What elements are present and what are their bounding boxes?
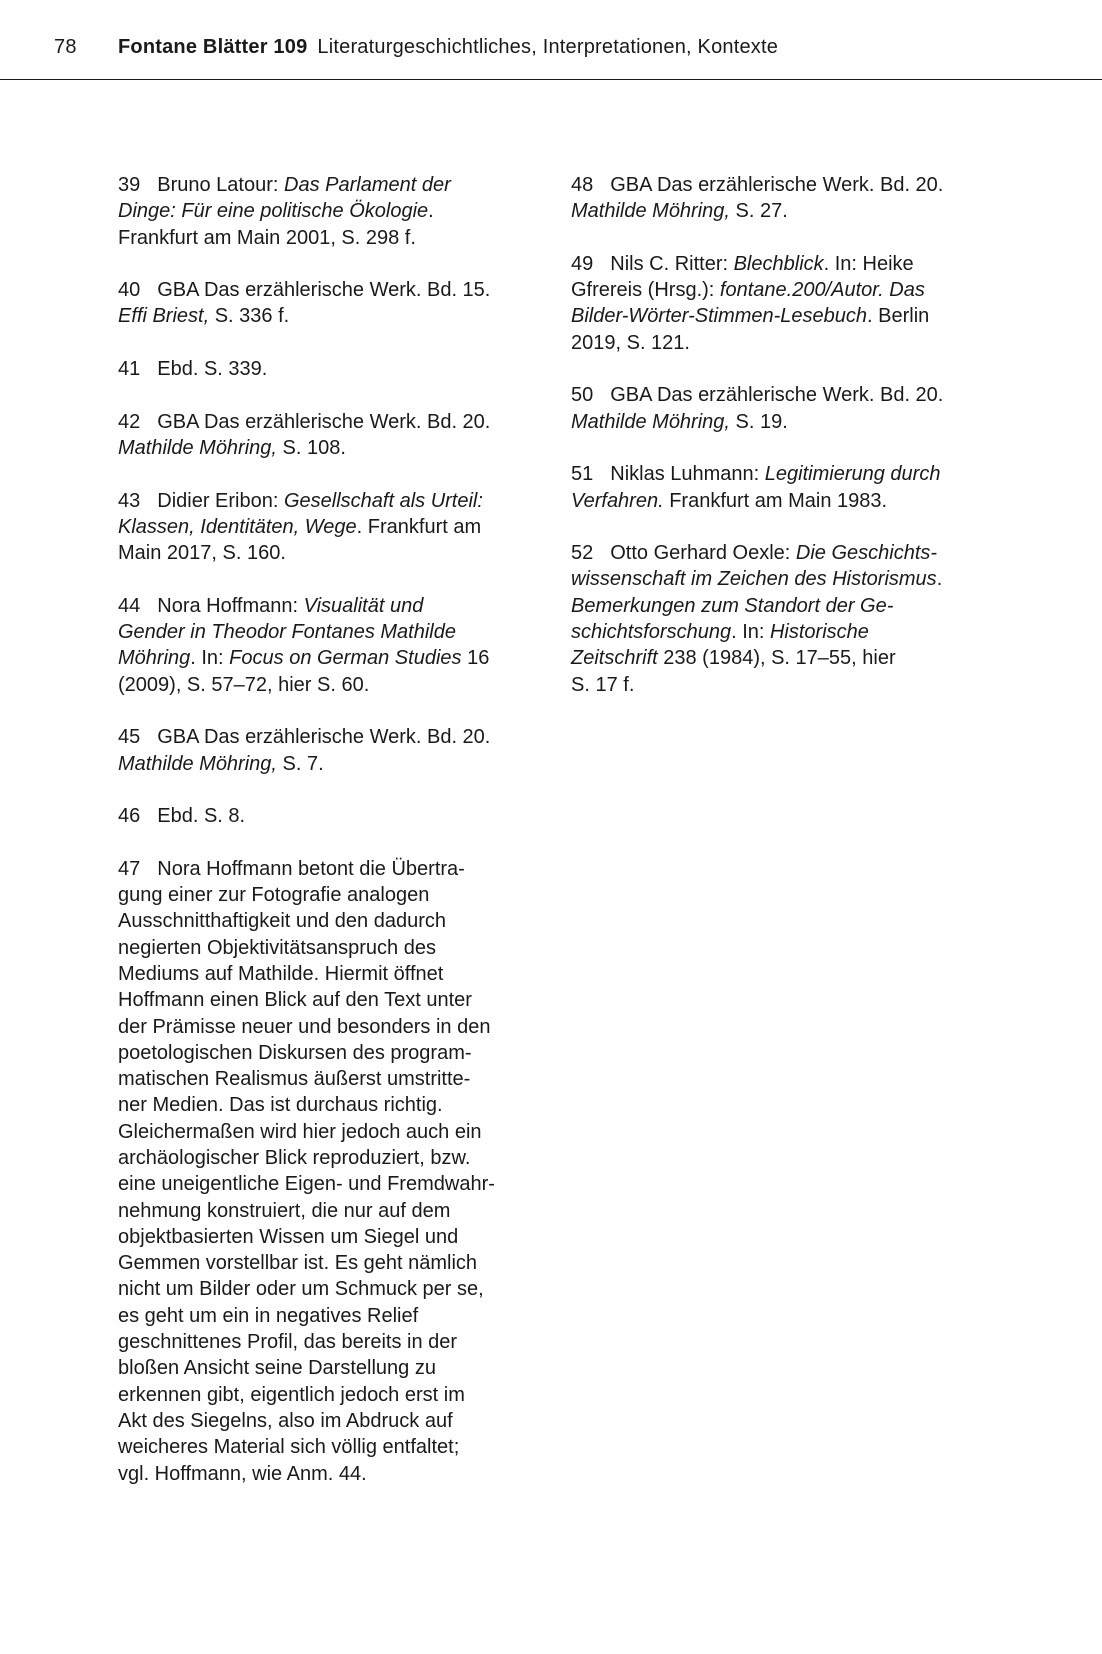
italic-text: Effi Briest, <box>118 305 210 328</box>
footnote-43 <box>118 488 543 567</box>
footnote-number: 50 <box>571 384 594 407</box>
footnote-text: matischen Realismus äußerst umstritte- <box>118 1068 471 1091</box>
footnote-line <box>571 409 1001 435</box>
footnote-text: . <box>428 200 434 223</box>
footnote-text: Bruno Latour: <box>157 174 284 196</box>
italic-text: Verfahren. <box>571 489 664 512</box>
footnote-44 <box>118 593 543 698</box>
footnote-text: Didier Eribon: <box>157 489 284 512</box>
footnote-text: der Prämisse neuer und besonders in den <box>118 1015 491 1038</box>
footnote-text: GBA Das erzählerische Werk. Bd. 20. <box>157 726 491 749</box>
footnote-line <box>118 198 543 224</box>
footnote-text: eine uneigentliche Eigen- und Fremdwahr- <box>118 1173 495 1196</box>
footnote-number: 46 <box>118 805 141 828</box>
footnote-number: 52 <box>571 542 594 565</box>
journal-title: Fontane Blätter 109 <box>118 36 308 58</box>
footnote-number: 42 <box>118 410 141 433</box>
italic-text: Zeitschrift <box>571 647 658 670</box>
footnote-line <box>118 619 543 645</box>
italic-text: schichtsforschung <box>571 621 732 644</box>
footnote-text: Ebd. S. 8. <box>157 805 246 828</box>
footnote-text: S. 17 f. <box>571 673 635 696</box>
footnote-text: geschnittenes Profil, das bereits in der <box>118 1331 458 1354</box>
footnote-line <box>118 987 543 1013</box>
footnote-line <box>118 172 543 198</box>
footnote-41 <box>118 356 543 382</box>
footnote-text: poetologischen Diskursen des program- <box>118 1041 472 1064</box>
footnote-text: Mediums auf Mathilde. Hiermit öffnet <box>118 962 444 985</box>
footnote-text: . <box>936 568 943 591</box>
running-header <box>0 0 1102 80</box>
footnote-line <box>571 619 1001 645</box>
italic-text: Das Parlament der <box>284 174 451 196</box>
footnote-text: GBA Das erzählerische Werk. Bd. 20. <box>610 174 944 196</box>
italic-text: Mathilde Möhring, <box>571 200 730 223</box>
footnote-line <box>118 1303 543 1329</box>
italic-text: Historische <box>769 621 869 644</box>
footnote-number: 45 <box>118 726 141 749</box>
footnote-line <box>118 1276 543 1302</box>
footnote-text: Frankfurt am Main 2001, S. 298 f. <box>118 226 416 249</box>
italic-text: Dinge: Für eine politische Ökologie <box>118 200 429 223</box>
footnote-39 <box>118 172 543 251</box>
footnote-line <box>118 751 543 777</box>
footnote-line <box>118 724 543 750</box>
footnote-line <box>118 803 543 829</box>
footnote-text: vgl. Hoffmann, wie Anm. 44. <box>118 1462 367 1485</box>
italic-text: Bemerkungen zum Standort der Ge- <box>571 594 894 617</box>
footnote-text: . Berlin <box>867 305 930 328</box>
footnote-text: Ausschnitthaftigkeit und den dadurch <box>118 910 446 933</box>
footnote-line <box>118 961 543 987</box>
italic-text: Möhring <box>118 647 191 670</box>
footnote-text: Nora Hoffmann betont die Übertra- <box>157 857 465 880</box>
footnote-line <box>571 251 1001 277</box>
footnote-line <box>571 172 1001 198</box>
footnote-text: (2009), S. 57–72, hier S. 60. <box>118 673 370 696</box>
footnote-line <box>118 356 543 382</box>
footnote-text: S. 7. <box>276 752 324 775</box>
footnote-line <box>118 514 543 540</box>
footnote-text: S. 19. <box>729 410 788 433</box>
footnote-46 <box>118 803 543 829</box>
footnote-line <box>571 277 1001 303</box>
footnote-line <box>118 488 543 514</box>
footnote-text: Nora Hoffmann: <box>157 594 304 617</box>
footnote-52 <box>571 540 1001 698</box>
footnote-text: Frankfurt am Main 1983. <box>663 489 888 512</box>
footnote-line <box>118 1092 543 1118</box>
footnote-text: 2019, S. 121. <box>571 331 690 354</box>
footnote-text: Otto Gerhard Oexle: <box>610 542 796 565</box>
italic-text: Klassen, Identitäten, Wege <box>118 515 357 538</box>
footnote-line <box>118 1355 543 1381</box>
footnote-text: nicht um Bilder oder um Schmuck per se, <box>118 1278 484 1301</box>
footnote-text: S. 27. <box>729 200 788 223</box>
footnote-49 <box>571 251 1001 356</box>
footnote-50 <box>571 382 1001 435</box>
footnote-line <box>118 1382 543 1408</box>
footnote-text: es geht um ein in negatives Relief <box>118 1304 419 1327</box>
footnote-line <box>571 566 1001 592</box>
footnote-line <box>118 1408 543 1434</box>
footnote-number: 41 <box>118 358 141 381</box>
footnote-line <box>118 1224 543 1250</box>
italic-text: Legitimierung durch <box>764 463 941 486</box>
footnote-line <box>118 277 543 303</box>
footnote-number: 48 <box>571 174 594 196</box>
footnote-line <box>118 225 543 251</box>
footnote-text: GBA Das erzählerische Werk. Bd. 20. <box>610 384 944 407</box>
footnote-line <box>118 409 543 435</box>
footnote-number: 49 <box>571 252 594 275</box>
italic-text: Mathilde Möhring, <box>571 410 730 433</box>
footnote-line <box>118 1066 543 1092</box>
footnote-text: ner Medien. Das ist durchaus richtig. <box>118 1094 443 1117</box>
italic-text: Visualität und <box>303 594 424 617</box>
footnote-line <box>118 1171 543 1197</box>
footnote-line <box>571 593 1001 619</box>
footnote-line <box>118 1040 543 1066</box>
footnote-line <box>571 303 1001 329</box>
footnote-text: . Frankfurt am <box>356 515 482 538</box>
italic-text: Mathilde Möhring, <box>118 752 277 775</box>
footnote-line <box>118 935 543 961</box>
footnote-text: . In: <box>731 621 770 644</box>
footnote-line <box>118 882 543 908</box>
footnote-text: GBA Das erzählerische Werk. Bd. 20. <box>157 410 491 433</box>
footnote-line <box>571 540 1001 566</box>
footnote-line <box>571 645 1001 671</box>
footnote-line <box>118 856 543 882</box>
footnote-45 <box>118 724 543 777</box>
footnotes-left-column <box>118 172 543 1513</box>
footnote-number: 51 <box>571 463 594 486</box>
footnote-line <box>118 645 543 671</box>
footnote-line <box>118 1119 543 1145</box>
footnote-line <box>571 461 1001 487</box>
footnote-line <box>118 672 543 698</box>
footnote-text: weicheres Material sich völlig entfaltet; <box>118 1436 460 1459</box>
footnote-51 <box>571 461 1001 514</box>
footnote-number: 39 <box>118 174 141 196</box>
footnote-text: Main 2017, S. 160. <box>118 542 286 565</box>
footnote-40 <box>118 277 543 330</box>
footnote-42 <box>118 409 543 462</box>
footnote-47 <box>118 856 543 1487</box>
footnote-text: negierten Objektivitätsanspruch des <box>118 936 436 959</box>
footnote-line <box>118 1198 543 1224</box>
footnote-text: 238 (1984), S. 17–55, hier <box>657 647 896 670</box>
footnote-line <box>118 435 543 461</box>
footnote-text: Nils C. Ritter: <box>610 252 734 275</box>
footnote-text: bloßen Ansicht seine Darstellung zu <box>118 1357 436 1380</box>
footnote-line <box>118 1014 543 1040</box>
footnote-line <box>118 1434 543 1460</box>
footnote-text: 16 <box>461 647 490 670</box>
footnote-text: archäologischer Blick reproduziert, bzw. <box>118 1146 471 1169</box>
footnote-number: 47 <box>118 857 141 880</box>
footnotes-right-column <box>571 172 1001 724</box>
footnote-text: . In: Heike <box>823 252 914 275</box>
footnote-text: Gleichermaßen wird hier jedoch auch ein <box>118 1120 482 1143</box>
footnote-line <box>571 382 1001 408</box>
footnote-number: 40 <box>118 279 141 302</box>
italic-text: Blechblick <box>733 252 824 275</box>
italic-text: Die Geschichts- <box>795 542 938 565</box>
italic-text: Gesellschaft als Urteil: <box>283 489 483 512</box>
footnote-text: erkennen gibt, eigentlich jedoch erst im <box>118 1383 465 1406</box>
footnote-line <box>118 303 543 329</box>
running-head <box>118 36 778 59</box>
footnote-text: Gfrereis (Hrsg.): <box>571 279 720 302</box>
footnote-text: objektbasierten Wissen um Siegel und <box>118 1225 459 1248</box>
footnote-line <box>571 672 1001 698</box>
footnote-text: S. 108. <box>276 436 346 459</box>
footnote-text: Akt des Siegelns, also im Abdruck auf <box>118 1409 453 1432</box>
footnote-line <box>118 1250 543 1276</box>
footnote-line <box>571 198 1001 224</box>
footnote-line <box>118 908 543 934</box>
footnote-number: 43 <box>118 489 141 512</box>
italic-text: Bilder-Wörter-Stimmen-Lesebuch <box>571 305 868 328</box>
italic-text: Gender in Theodor Fontanes Mathilde <box>118 621 456 644</box>
italic-text: Mathilde Möhring, <box>118 436 277 459</box>
footnote-text: GBA Das erzählerische Werk. Bd. 15. <box>157 279 491 302</box>
italic-text: Focus on German Studies <box>229 647 462 670</box>
footnote-text: S. 336 f. <box>209 305 290 328</box>
footnote-text: gung einer zur Fotografie analogen <box>118 884 430 907</box>
footnote-text: . In: <box>190 647 230 670</box>
footnote-line <box>571 488 1001 514</box>
footnote-line <box>118 540 543 566</box>
footnote-text: Hoffmann einen Blick auf den Text unter <box>118 989 472 1012</box>
footnote-line <box>118 1329 543 1355</box>
footnote-text: Niklas Luhmann: <box>610 463 765 486</box>
section-title: Literaturgeschichtliches, Interpretationen, Kontexte <box>317 36 779 58</box>
footnote-text: nehmung konstruiert, die nur auf dem <box>118 1199 451 1222</box>
italic-text: fontane.200/Autor. Das <box>719 279 925 302</box>
footnote-line <box>118 1461 543 1487</box>
footnote-number: 44 <box>118 594 141 617</box>
footnote-text: Ebd. S. 339. <box>157 358 268 381</box>
footnote-line <box>118 593 543 619</box>
footnote-text: Gemmen vorstellbar ist. Es geht nämlich <box>118 1252 478 1275</box>
footnote-48 <box>571 172 1001 225</box>
italic-text: wissenschaft im Zeichen des Historismus <box>571 568 937 591</box>
footnote-line <box>118 1145 543 1171</box>
page-number: 78 <box>54 36 77 58</box>
footnote-line <box>571 330 1001 356</box>
